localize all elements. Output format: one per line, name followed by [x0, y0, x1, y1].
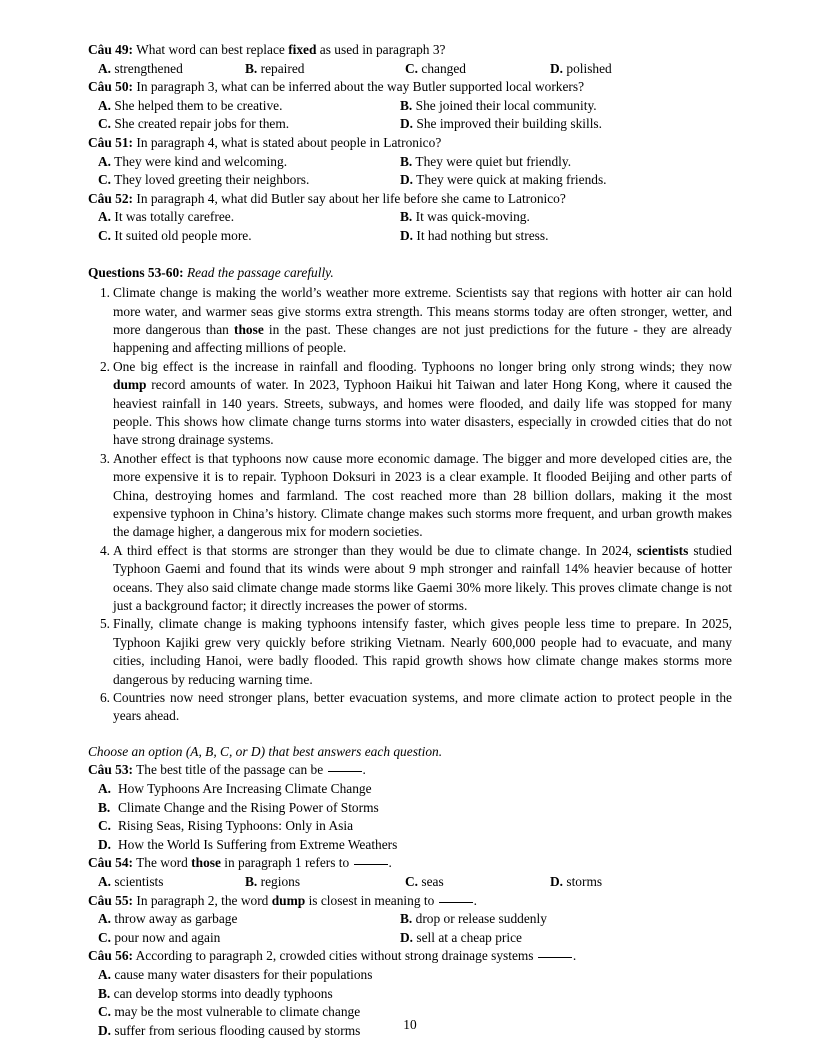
option-text: She improved their building skills. [413, 116, 602, 132]
option-52-d[interactable] [400, 227, 548, 246]
option-letter: D. [400, 929, 414, 945]
paragraph-body: Countries now need stronger plans, better evacuation systems, and more climate action to protect people in the years ahead. [113, 690, 732, 724]
option-text: can develop storms into deadly typhoons [110, 985, 333, 1001]
option-53-b[interactable] [98, 799, 732, 818]
option-letter: A. [98, 911, 112, 927]
option-49-c[interactable] [405, 60, 550, 79]
question-label-51: Câu 51: [88, 134, 134, 150]
option-text: She created repair jobs for them. [111, 116, 290, 132]
question-label-49: Câu 49: [88, 42, 134, 57]
options-row-55-1 [88, 910, 732, 929]
options-row-50-1 [88, 97, 732, 116]
option-text: How the World Is Suffering from Extreme Weathers [118, 836, 398, 852]
options-row-52-1 [88, 208, 732, 227]
question-text-56-tail: . [572, 948, 577, 964]
paragraph-number: 5. [99, 616, 110, 632]
option-53-d[interactable] [98, 836, 732, 855]
option-text: drop or release suddenly [412, 911, 547, 927]
option-55-b[interactable] [400, 910, 547, 929]
passage-paragraph-6 [88, 689, 732, 726]
option-text: How Typhoons Are Increasing Climate Change [118, 781, 372, 797]
option-letter: A. [98, 209, 112, 225]
option-text: seas [418, 874, 444, 890]
paragraph-number: 1. [99, 285, 110, 301]
option-53-c[interactable] [98, 817, 732, 836]
option-56-a[interactable] [98, 966, 732, 985]
option-text: regions [257, 874, 301, 890]
question-stem-55 [88, 892, 732, 911]
options-row-51-1 [88, 153, 732, 172]
passage-keyword-dump: dump [113, 377, 147, 393]
option-letter: C. [98, 929, 112, 945]
answer-blank [354, 864, 388, 865]
option-letter: D. [400, 227, 414, 243]
option-text: cause many water disasters for their populations [111, 967, 373, 982]
options-list-53 [88, 780, 732, 854]
question-keyword-49: fixed [288, 42, 317, 57]
option-text: strengthened [111, 60, 183, 76]
option-letter: D. [550, 874, 564, 890]
option-letter: B. [400, 911, 413, 927]
option-54-d[interactable] [550, 873, 602, 892]
question-keyword-54: those [191, 855, 221, 871]
section-heading-instruction: Read the passage carefully. [183, 264, 334, 280]
option-letter: D. [550, 60, 564, 76]
passage-paragraph-5 [88, 615, 732, 689]
option-text: pour now and again [111, 929, 221, 945]
option-letter: C. [98, 1004, 112, 1020]
option-51-a[interactable] [98, 153, 400, 172]
question-stem-52 [88, 190, 732, 209]
question-text-55-before: In paragraph 2, the word [133, 892, 272, 908]
option-49-b[interactable] [245, 60, 405, 79]
option-50-a[interactable] [98, 97, 400, 116]
answer-blank [439, 902, 473, 903]
section-heading [88, 264, 732, 283]
paragraph-number: 4. [99, 542, 110, 558]
option-text: She helped them to be creative. [111, 97, 283, 113]
passage-paragraph-3 [88, 450, 732, 542]
option-text: changed [418, 60, 466, 76]
question-text-49-before: What word can best replace [133, 42, 289, 57]
option-letter: A. [98, 967, 112, 982]
question-label-50: Câu 50: [88, 79, 134, 95]
option-text: Climate Change and the Rising Power of Storms [118, 799, 379, 815]
paragraph-body: Another effect is that typhoons now cause more economic damage. The bigger and more developed cities are, the more expensive it is to repair. Typhoon Doksuri in 2023 is a clear example. It flooded Beijing and other parts of China, destroying homes and farmland. The cost reached more than 28 billion dollars, making it the most expensive typhoon in China’s history. Climate change makes such storms more frequent, and urban growth makes the damage higher, a dangerous mix for modern societies. [113, 450, 732, 540]
question-stem-49 [88, 41, 732, 60]
options-row-52-2 [88, 227, 732, 246]
option-text: It had nothing but stress. [413, 227, 549, 243]
answer-blank [538, 957, 572, 958]
question-text-54-before: The word [133, 855, 192, 871]
option-51-b[interactable] [400, 153, 571, 172]
option-letter: B. [98, 985, 111, 1001]
option-51-d[interactable] [400, 171, 607, 190]
option-letter: B. [400, 209, 413, 225]
paragraph-body: A third effect is that storms are stronger than they would be due to climate change. In 2024, scientists studied Typhoon Gaemi and found that its winds were about 9 mph stronger and rainfall 14% heavier because of hotter oceans. They also said climate change made storms like Gaemi 30% more likely. This proves climate change is not just a background factor; it directly increases the power of storms. [113, 542, 732, 614]
option-letter: D. [400, 172, 414, 188]
option-letter: B. [98, 799, 111, 815]
question-text-53-tail: . [362, 762, 366, 778]
question-text-50: In paragraph 3, what can be inferred about the way Butler supported local workers? [133, 79, 585, 95]
option-letter: D. [98, 836, 112, 852]
question-text-54-after: in paragraph 1 refers to [220, 855, 353, 871]
reading-passage [88, 284, 732, 726]
options-row-50-2 [88, 115, 732, 134]
option-letter: A. [98, 97, 112, 113]
passage-keyword-those: those [234, 321, 264, 337]
passage-keyword-scientists: scientists [636, 542, 689, 558]
paragraph-body: Finally, climate change is making typhoons intensify faster, which gives people less time to prepare. In 2025, Typhoon Kajiki grew very quickly before striking Vietnam. Nearly 600,000 people had to evacuate, and many cities, including Hanoi, were badly flooded. This rapid growth shows how climate change makes storms more dangerous by reducing warning time. [113, 616, 732, 687]
option-text: It was quick-moving. [412, 209, 530, 225]
option-50-b[interactable] [400, 97, 597, 116]
page-content [88, 41, 732, 1040]
option-49-a[interactable] [98, 60, 245, 79]
page-number: 10 [403, 1017, 417, 1032]
question-stem-54 [88, 854, 732, 873]
option-letter: B. [400, 97, 413, 113]
question-text-55-tail: . [473, 892, 477, 908]
option-letter: C. [98, 227, 112, 243]
option-54-a[interactable] [98, 873, 245, 892]
question-text-51: In paragraph 4, what is stated about people in Latronico? [133, 134, 442, 150]
paragraph-body: One big effect is the increase in rainfall and flooding. Typhoons no longer bring only strong winds; they now dump record amounts of water. In 2023, Typhoon Haikui hit Taiwan and later Hong Kong, where it caused the heaviest rainfall in 140 years. Streets, subways, and homes were flooded, and daily life was stopped for many people. This shows how climate change turns storms into water disasters, especially in crowded cities that do not have strong drainage systems. [113, 358, 732, 448]
question-text-56: According to paragraph 2, crowded cities without strong drainage systems [133, 948, 537, 964]
option-text: suffer from serious flooding caused by storms [111, 1022, 361, 1038]
question-stem-51 [88, 134, 732, 153]
option-letter: B. [245, 60, 258, 76]
option-letter: B. [400, 153, 413, 169]
paragraph-number: 3. [99, 450, 110, 466]
options-row-49 [88, 60, 732, 79]
option-text: may be the most vulnerable to climate change [111, 1004, 361, 1020]
option-55-d[interactable] [400, 929, 522, 948]
passage-paragraph-4 [88, 542, 732, 616]
option-text: throw away as garbage [111, 911, 238, 927]
question-keyword-55: dump [271, 892, 306, 908]
option-text: storms [563, 874, 603, 890]
options-row-55-2 [88, 929, 732, 948]
passage-paragraph-2 [88, 358, 732, 450]
question-label-52: Câu 52: [88, 190, 134, 206]
question-text-54-tail: . [388, 855, 392, 871]
passage-paragraph-1 [88, 284, 732, 358]
question-text-52: In paragraph 4, what did Butler say about her life before she came to Latronico? [133, 190, 566, 206]
option-text: polished [563, 60, 612, 76]
option-text: They were quiet but friendly. [412, 153, 572, 169]
option-letter: C. [98, 818, 112, 834]
option-letter: A. [98, 153, 112, 169]
option-letter: C. [98, 116, 112, 132]
question-text-49-after: as used in paragraph 3? [316, 42, 446, 57]
option-letter: A. [98, 781, 112, 797]
section-heading-label: Questions 53-60: [88, 264, 184, 280]
option-56-b[interactable] [98, 985, 732, 1004]
option-53-a[interactable] [98, 780, 732, 799]
question-label-53: Câu 53: [88, 762, 134, 778]
question-text-53: The best title of the passage can be [133, 762, 327, 778]
option-letter: C. [405, 60, 419, 76]
options-row-54 [88, 873, 732, 892]
option-letter: B. [245, 874, 258, 890]
option-text: It suited old people more. [111, 227, 252, 243]
option-52-a[interactable] [98, 208, 400, 227]
option-letter: D. [98, 1022, 112, 1038]
option-letter: A. [98, 874, 112, 890]
option-54-b[interactable] [245, 873, 405, 892]
option-text: It was totally carefree. [111, 209, 235, 225]
option-text: She joined their local community. [412, 97, 597, 113]
option-text: repaired [257, 60, 305, 76]
option-text: sell at a cheap price [413, 929, 522, 945]
question-stem-50 [88, 78, 732, 97]
option-52-b[interactable] [400, 208, 530, 227]
option-55-a[interactable] [98, 910, 400, 929]
option-text: They loved greeting their neighbors. [111, 172, 310, 188]
option-text: Rising Seas, Rising Typhoons: Only in Asia [118, 818, 354, 834]
paragraph-number: 2. [99, 358, 110, 374]
option-letter: A. [98, 60, 112, 76]
option-text: They were quick at making friends. [413, 172, 607, 188]
option-50-d[interactable] [400, 115, 602, 134]
option-51-c[interactable] [98, 171, 400, 190]
question-stem-56 [88, 947, 732, 966]
question-text-55-after: is closest in meaning to [305, 892, 438, 908]
option-52-c[interactable] [98, 227, 400, 246]
option-49-d[interactable] [550, 60, 612, 79]
option-54-c[interactable] [405, 873, 550, 892]
question-stem-53 [88, 761, 732, 780]
option-text: scientists [111, 874, 164, 890]
question-label-54: Câu 54: [88, 855, 134, 871]
option-50-c[interactable] [98, 115, 400, 134]
paragraph-body: Climate change is making the world’s weather more extreme. Scientists say that regions with hotter air can hold more water, and warmer seas give storms extra strength. This means storms today are often stronger, wetter, and more dangerous than those in the past. These changes are not just predictions for the future - they are already happening and affecting millions of people. [113, 285, 732, 356]
option-text: They were kind and welcoming. [111, 153, 288, 169]
option-55-c[interactable] [98, 929, 400, 948]
question-label-56: Câu 56: [88, 948, 134, 964]
option-letter: C. [98, 172, 112, 188]
option-letter: C. [405, 874, 419, 890]
options-row-51-2 [88, 171, 732, 190]
answer-blank [328, 771, 362, 772]
option-letter: D. [400, 116, 414, 132]
question-label-55: Câu 55: [88, 892, 134, 908]
answer-instruction: Choose an option (A, B, C, or D) that best answers each question. [88, 743, 443, 759]
paragraph-number: 6. [99, 690, 110, 706]
